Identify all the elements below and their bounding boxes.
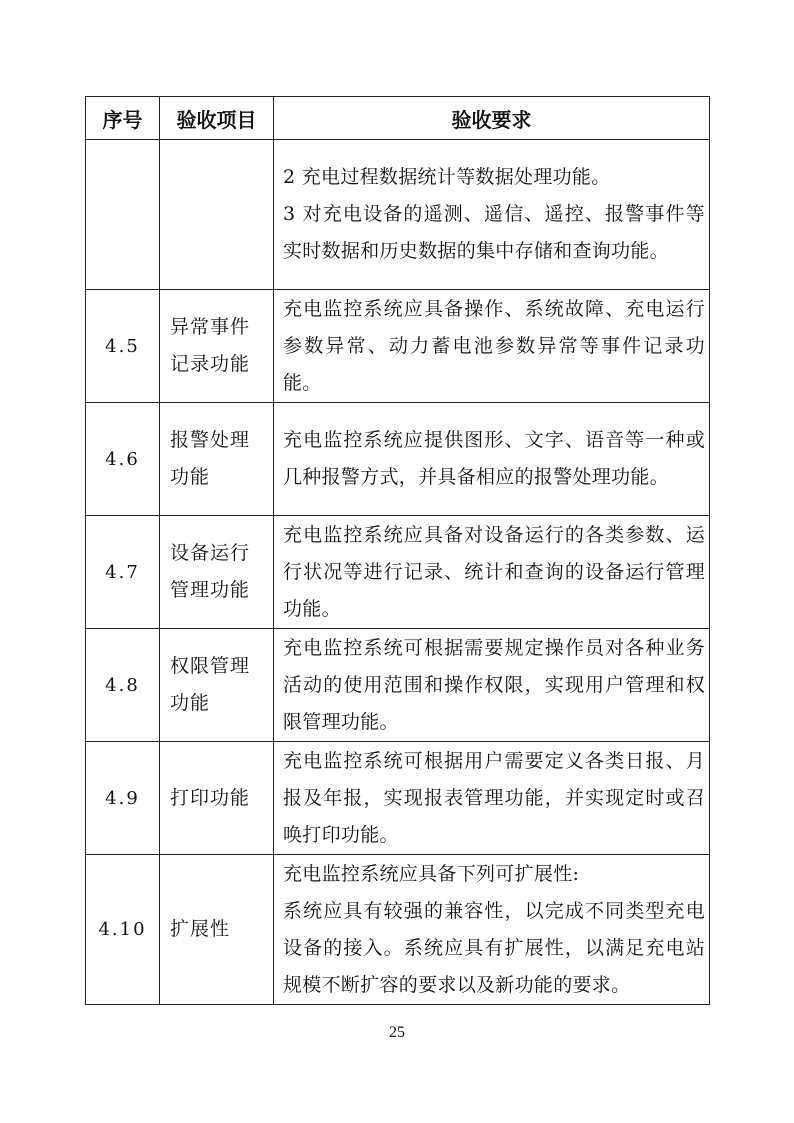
requirement-line: 系统应具有较强的兼容性，以完成不同类型充电设备的接入。系统应具有扩展性，以满足充电站规模不断扩容的要求以及新功能的要求。 [283, 899, 705, 996]
requirement-line: 充电监控系统应具备下列可扩展性: [283, 862, 580, 885]
row-seq: 4.10 [86, 855, 160, 1005]
header-seq: 序号 [86, 97, 160, 140]
requirement-line: 充电监控系统应提供图形、文字、语音等一种或几种报警方式，并具备相应的报警处理功能。 [283, 429, 705, 488]
requirement-line: 充电监控系统可根据用户需要定义各类日报、月报及年报，实现报表管理功能，并实现定时或召唤打印功能。 [283, 749, 705, 846]
row-seq: 4.5 [86, 290, 160, 403]
table-row [86, 290, 710, 403]
table-row [86, 516, 710, 629]
table-header-row [86, 97, 710, 140]
row-item: 扩展性 [160, 855, 274, 1005]
row-item: 设备运行管理功能 [160, 516, 274, 629]
row-requirement [274, 629, 710, 742]
table-row [86, 742, 710, 855]
table-row [86, 855, 710, 1005]
row-seq [86, 140, 160, 290]
requirement-line: 充电监控系统应具备操作、系统故障、充电运行参数异常、动力蓄电池参数异常等事件记录功能。 [283, 297, 705, 394]
row-item: 打印功能 [160, 742, 274, 855]
row-seq: 4.6 [86, 403, 160, 516]
row-item: 权限管理功能 [160, 629, 274, 742]
table-row [86, 629, 710, 742]
row-requirement [274, 290, 710, 403]
requirement-line: 3 对充电设备的遥测、遥信、遥控、报警事件等实时数据和历史数据的集中存储和查询功能。 [283, 203, 705, 262]
requirement-line: 充电监控系统可根据需要规定操作员对各种业务活动的使用范围和操作权限，实现用户管理和权限管理功能。 [283, 636, 705, 733]
requirement-line: 充电监控系统应具备对设备运行的各类参数、运行状况等进行记录、统计和查询的设备运行管理功能。 [283, 523, 705, 620]
acceptance-table [85, 96, 710, 1005]
header-requirement: 验收要求 [274, 97, 710, 140]
table-row [86, 403, 710, 516]
page-number: 25 [389, 1024, 405, 1041]
row-item [160, 140, 274, 290]
requirement-line: 2 充电过程数据统计等数据处理功能。 [283, 166, 611, 188]
row-requirement [274, 403, 710, 516]
header-item: 验收项目 [160, 97, 274, 140]
row-requirement [274, 516, 710, 629]
row-requirement [274, 742, 710, 855]
row-item: 异常事件记录功能 [160, 290, 274, 403]
row-seq: 4.7 [86, 516, 160, 629]
table-row [86, 140, 710, 290]
row-requirement [274, 855, 710, 1005]
row-item: 报警处理功能 [160, 403, 274, 516]
row-seq: 4.9 [86, 742, 160, 855]
row-seq: 4.8 [86, 629, 160, 742]
row-requirement [274, 140, 710, 290]
